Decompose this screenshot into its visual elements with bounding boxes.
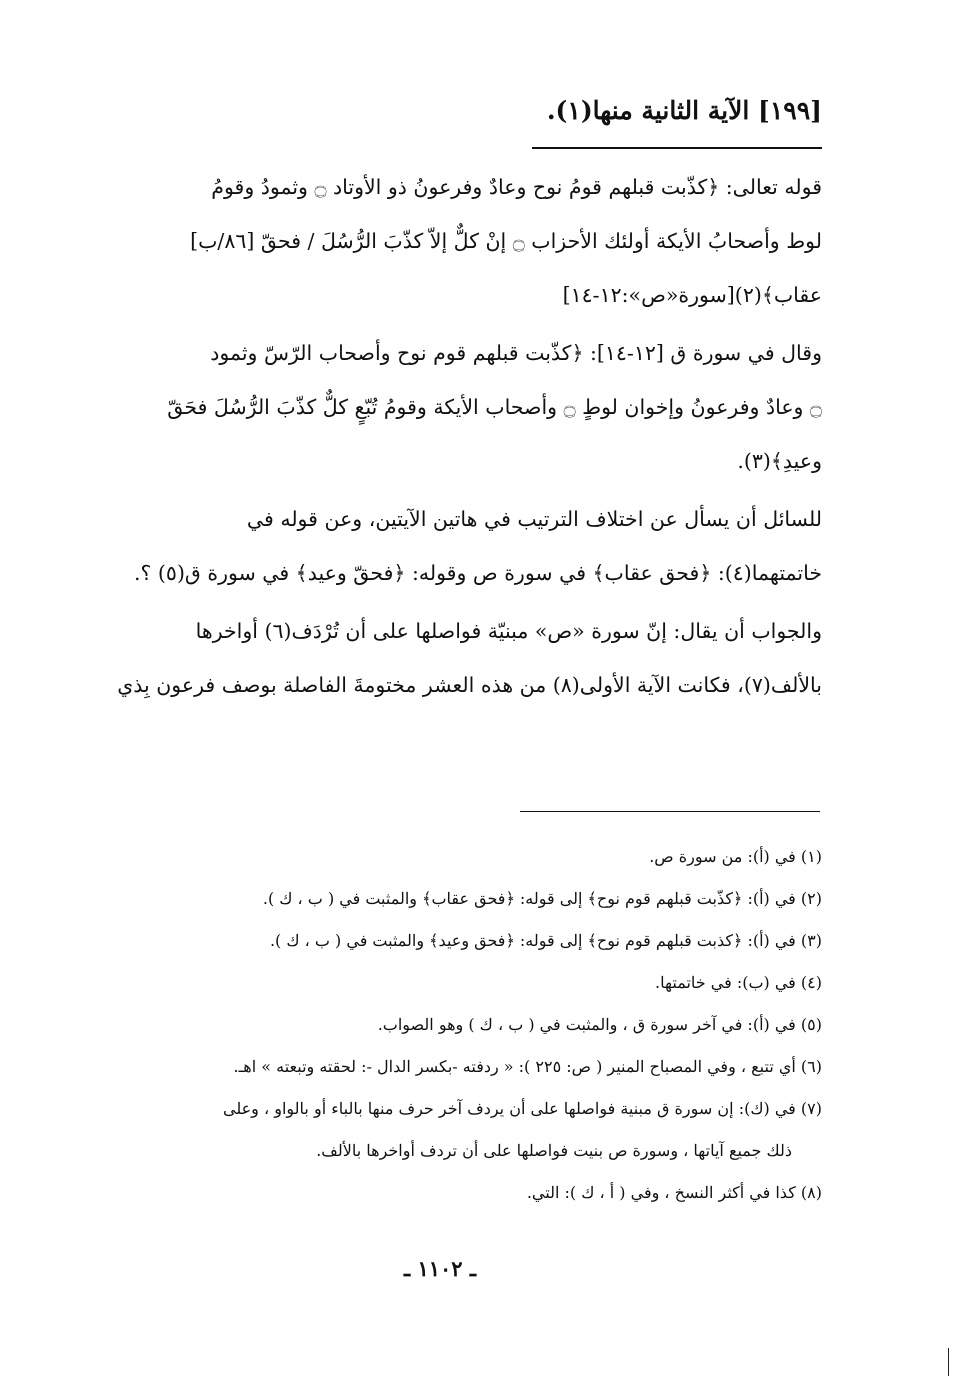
paragraph-4	[72, 604, 822, 712]
page-number: ـ ١١٠٢ ـ	[403, 1256, 477, 1281]
paragraph-line: عقاب﴾(٢)[سورة«ص»:١٢-١٤]	[562, 283, 822, 307]
paragraph-line: للسائل أن يسأل عن اختلاف الترتيب في هاتين الآيتين، وعن قوله في	[246, 507, 822, 531]
paragraph-3	[72, 492, 822, 600]
footnote-6: (٦) أي تتبع ، وفي المصباح المنير ( ص: ٢٢٥ ): « ردفته -بكسر الدال -: لحقته وتبعته » اهـ.	[233, 1057, 822, 1076]
footnote-7-continued: ذلك جميع آياتها ، وسورة ص بنيت فواصلها على أن تردف أواخرها بالألف.	[316, 1141, 792, 1160]
paragraph-line: وقال في سورة ق [١٢-١٤]: ﴿كذّبت قبلهم قوم نوح وأصحاب الرّسّ وثمود	[210, 341, 822, 365]
footnote-3: (٣) في (أ): ﴿كذبت قبلهم قوم نوح﴾ إلى قوله: ﴿فحق وعيد﴾ والمثبت في ( ب ، ك ).	[269, 931, 822, 950]
footnote-2: (٢) في (أ): ﴿كذّبت قبلهم قوم نوح﴾ إلى قوله: ﴿فحق عقاب﴾ والمثبت في ( ب ، ك ).	[262, 889, 822, 908]
paragraph-line: بالألف(٧)، فكانت الآية الأولى(٨) من هذه العشر مختومةَ الفاصلة بوصف فرعون بِذي	[117, 673, 822, 697]
paragraph-line: قوله تعالى: ﴿كذّبت قبلهم قومُ نوح وعادٌ وفرعونُ ذو الأوتاد ۝ وثمودُ وقومُ	[211, 175, 822, 199]
paragraph-line: ۝ وعادٌ وفرعونُ وإخوان لوطٍ ۝ وأصحاب الأيكة وقومُ تُبّعٍ كلٌّ كذّبَ الرُّسُلَ فحَقّ	[167, 395, 822, 419]
footnote-1: (١) في (أ): من سورة ص.	[649, 847, 822, 866]
footnote-7: (٧) في (ك): إن سورة ق مبنية فواصلها على أن يردف آخر حرف منها بالباء أو بالواو ، وعلى	[223, 1099, 822, 1118]
footnote-4: (٤) في (ب): في خاتمتها.	[655, 973, 822, 992]
paragraph-line: لوط وأصحابُ الأيكة أولئك الأحزاب ۝ إنْ كلٌّ إلاّ كذّبَ الرُّسُلَ / فحقّ [٨٦/ب]	[190, 229, 822, 253]
footnote-separator	[520, 811, 820, 812]
scan-edge-mark	[948, 1348, 949, 1376]
section-heading: [١٩٩] الآية الثانية منها(١).	[546, 96, 822, 125]
paragraph-1	[72, 160, 822, 322]
paragraph-line: والجواب أن يقال: إنّ سورة «ص» مبنيّة فواصلها على أن تُرْدَف(٦) أواخرها	[195, 619, 822, 643]
paragraph-2	[72, 326, 822, 488]
heading-underline	[532, 147, 822, 149]
paragraph-line: خاتمتهما(٤): ﴿فحق عقاب﴾ في سورة ص وقوله: ﴿فحقّ وعيد﴾ في سورة ق(٥) ؟.	[134, 561, 822, 585]
footnotes	[72, 836, 822, 1214]
footnote-8: (٨) كذا في أكثر النسخ ، وفي ( أ ، ك ): التي.	[526, 1183, 822, 1202]
paragraph-line: وعيدِ﴾(٣).	[737, 449, 822, 473]
footnote-5: (٥) في (أ): في آخر سورة ق ، والمثبت في ( ب ، ك ) وهو الصواب.	[377, 1015, 822, 1034]
